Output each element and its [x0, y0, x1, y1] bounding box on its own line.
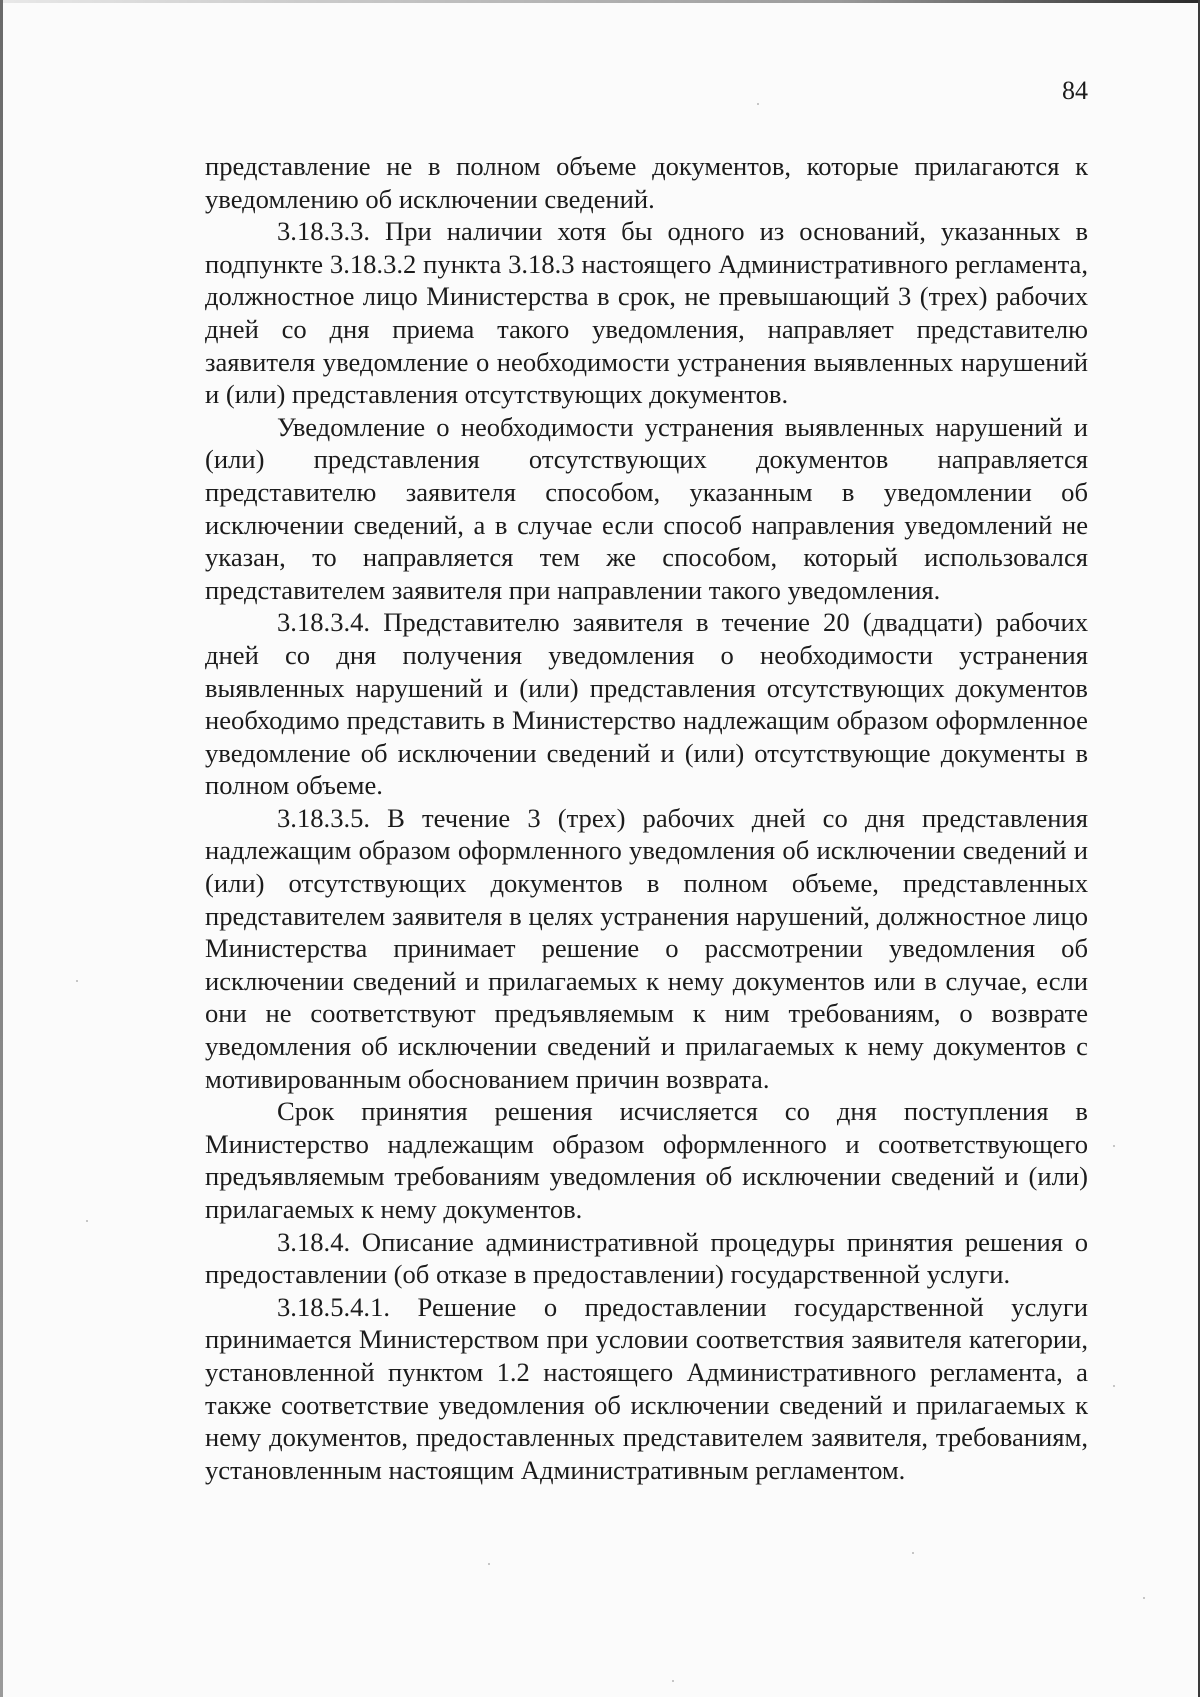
scan-edge-left	[0, 0, 3, 1697]
paragraph-decision-term: Срок принятия решения исчисляется со дня поступления в Министерство надлежащим образом оформленного и соответствующего предъявляемым требованиям уведомления об исключении сведений и (или) прилагаемых к нему документов.	[205, 1096, 1088, 1224]
paragraph-continuation: представление не в полном объеме документов, которые прилагаются к уведомлению об исключении сведений.	[205, 151, 1088, 214]
scan-speck	[1143, 1597, 1145, 1599]
paragraph-3-18-3-5: 3.18.3.5. В течение 3 (трех) рабочих дней со дня представления надлежащим образом оформленного уведомления об исключении сведений и (или) отсутствующих документов в полном объеме, представленных представителем заявителя в целях устранения нарушений, должностное лицо Министерства принимает решение о рассмотрении уведомления об исключении сведений и прилагаемых к нему документов или в случае, если они не соответствуют предъявляемым к ним требованиям, о возврате уведомления об исключении сведений и прилагаемых к нему документов с мотивированным обоснованием причин возврата.	[205, 802, 1088, 1094]
scan-speck	[86, 1220, 88, 1222]
scan-speck	[488, 1563, 490, 1565]
paragraph-3-18-4: 3.18.4. Описание административной процедуры принятия решения о предоставлении (об отказе в предоставлении) государственной услуги.	[205, 1226, 1088, 1290]
scan-edge-top	[0, 0, 1200, 3]
scan-speck	[1113, 1145, 1115, 1147]
paragraph-3-18-3-3: 3.18.3.3. При наличии хотя бы одного из оснований, указанных в подпункте 3.18.3.2 пункта 3.18.3 настоящего Административного регламента, должностное лицо Министерства в срок, не превышающий 3 (трех) рабочих дней со дня приема такого уведомления, направляет представителю заявителя уведомление о необходимости устранения выявленных нарушений и (или) представления отсутствующих документов.	[205, 216, 1088, 410]
scan-speck	[1113, 1385, 1115, 1387]
paragraph-notification-method: Уведомление о необходимости устранения выявленных нарушений и (или) представления отсутствующих документов направляется представителю заявителя способом, указанным в уведомлении об исключении сведений, а в случае если способ направления уведомлений не указан, то направляется тем же способом, который использовался представителем заявителя при направлении такого уведомления.	[205, 411, 1088, 605]
scan-speck	[757, 103, 759, 105]
page-number: 84	[1062, 76, 1088, 105]
scan-speck	[672, 1680, 674, 1682]
paragraph-3-18-5-4-1: 3.18.5.4.1. Решение о предоставлении государственной услуги принимается Министерством при условии соответствия заявителя категории, установленной пунктом 1.2 настоящего Административного регламента, а также соответствие уведомления об исключении сведений и прилагаемых к нему документов, предоставленных представителем заявителя, требованиям, установленным настоящим Административным регламентом.	[205, 1291, 1088, 1485]
scan-speck	[76, 980, 78, 982]
scan-speck	[912, 1552, 914, 1554]
document-body	[205, 150, 1088, 1486]
paragraph-3-18-3-4: 3.18.3.4. Представителю заявителя в течение 20 (двадцати) рабочих дней со дня получения уведомления о необходимости устранения выявленных нарушений и (или) представления отсутствующих документов необходимо представить в Министерство надлежащим образом оформленное уведомление об исключении сведений и (или) отсутствующие документы в полном объеме.	[205, 607, 1088, 801]
